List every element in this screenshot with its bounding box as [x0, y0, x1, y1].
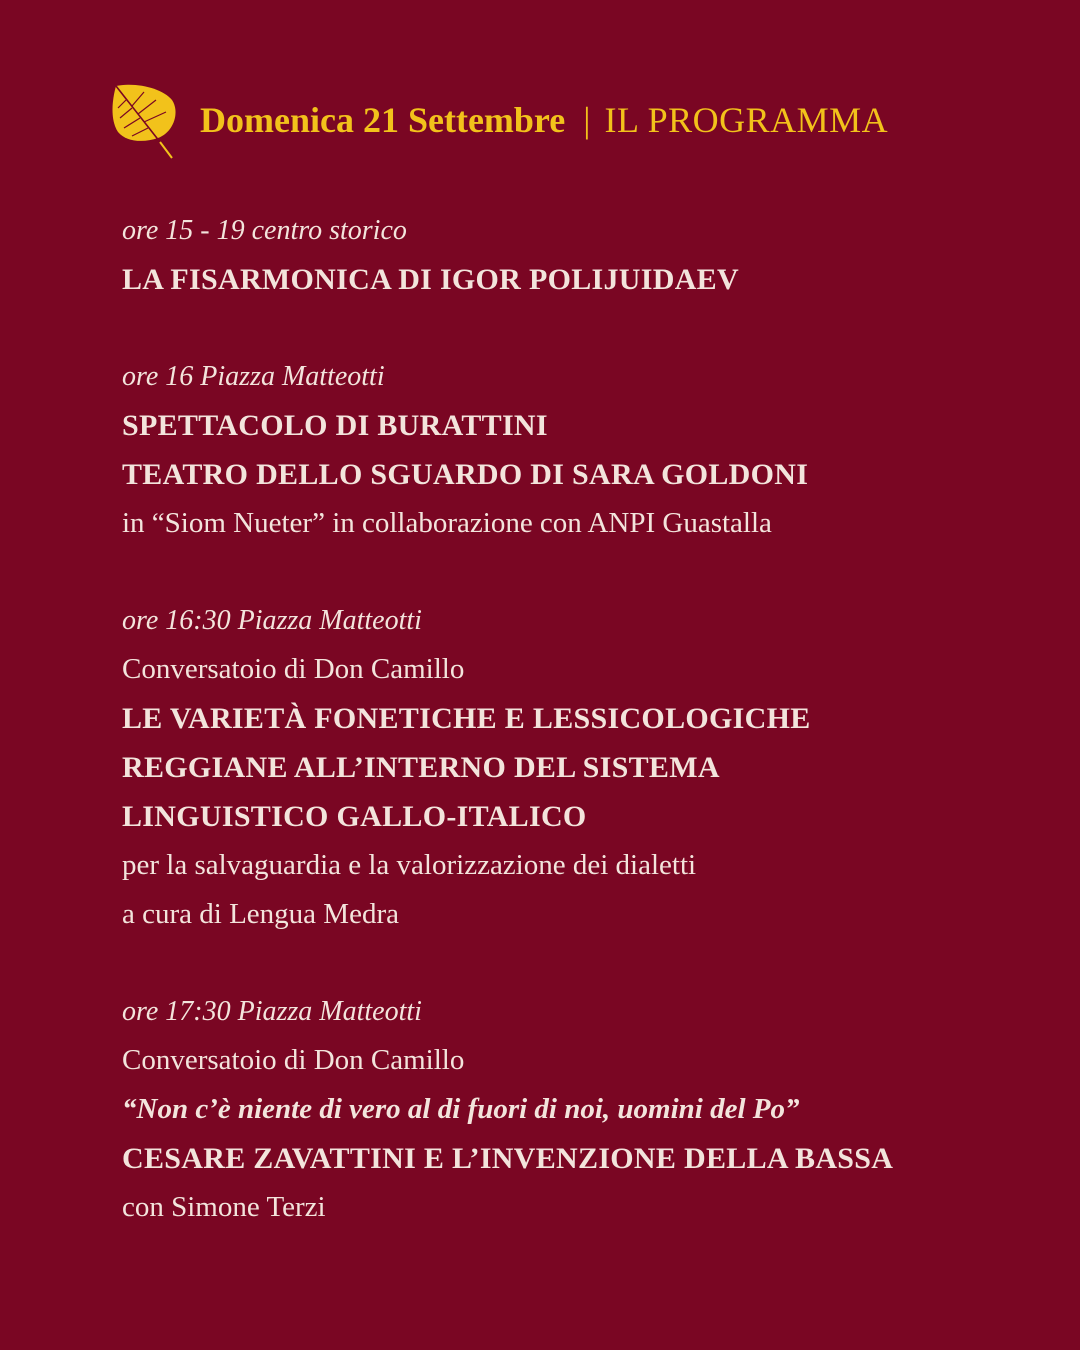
leaf-icon — [110, 80, 176, 160]
event-time: ore 15 - 19 centro storico — [122, 215, 407, 246]
event-detail-line: Conversatoio di Don Camillo — [122, 1044, 465, 1076]
event-title-line: LINGUISTICO GALLO-ITALICO — [122, 800, 587, 833]
event-item — [122, 352, 1052, 548]
event-title-line: TEATRO DELLO SGUARDO DI SARA GOLDONI — [122, 458, 809, 491]
event-item — [122, 987, 1052, 1232]
event-detail-line: in “Siom Nueter” in collaborazione con ANPI Guastalla — [122, 507, 772, 539]
event-item — [122, 596, 1052, 939]
event-time: ore 16:30 Piazza Matteotti — [122, 605, 422, 636]
events-list — [122, 206, 1052, 1280]
event-detail-line: con Simone Terzi — [122, 1191, 326, 1223]
event-quote-line: “Non c’è niente di vero al di fuori di noi, uomini del Po” — [122, 1093, 800, 1125]
event-detail-line: per la salvaguardia e la valorizzazione dei dialetti — [122, 849, 697, 881]
event-item — [122, 206, 1052, 304]
event-time: ore 16 Piazza Matteotti — [122, 361, 385, 392]
header-title — [200, 99, 888, 141]
event-detail-line: a cura di Lengua Medra — [122, 898, 399, 930]
header-date: Domenica 21 Settembre — [200, 100, 566, 140]
event-title-line: LA FISARMONICA DI IGOR POLIJUIDAEV — [122, 263, 739, 296]
header-program-title: IL PROGRAMMA — [604, 100, 889, 140]
page-header — [110, 80, 888, 160]
event-time: ore 17:30 Piazza Matteotti — [122, 996, 422, 1027]
event-title-line: SPETTACOLO DI BURATTINI — [122, 409, 548, 442]
event-title-line: LE VARIETÀ FONETICHE E LESSICOLOGICHE — [122, 702, 811, 735]
event-detail-line: Conversatoio di Don Camillo — [122, 653, 465, 685]
header-separator: | — [583, 100, 591, 140]
event-title-line: REGGIANE ALL’INTERNO DEL SISTEMA — [122, 751, 720, 784]
event-title-line: CESARE ZAVATTINI E L’INVENZIONE DELLA BASSA — [122, 1142, 894, 1175]
